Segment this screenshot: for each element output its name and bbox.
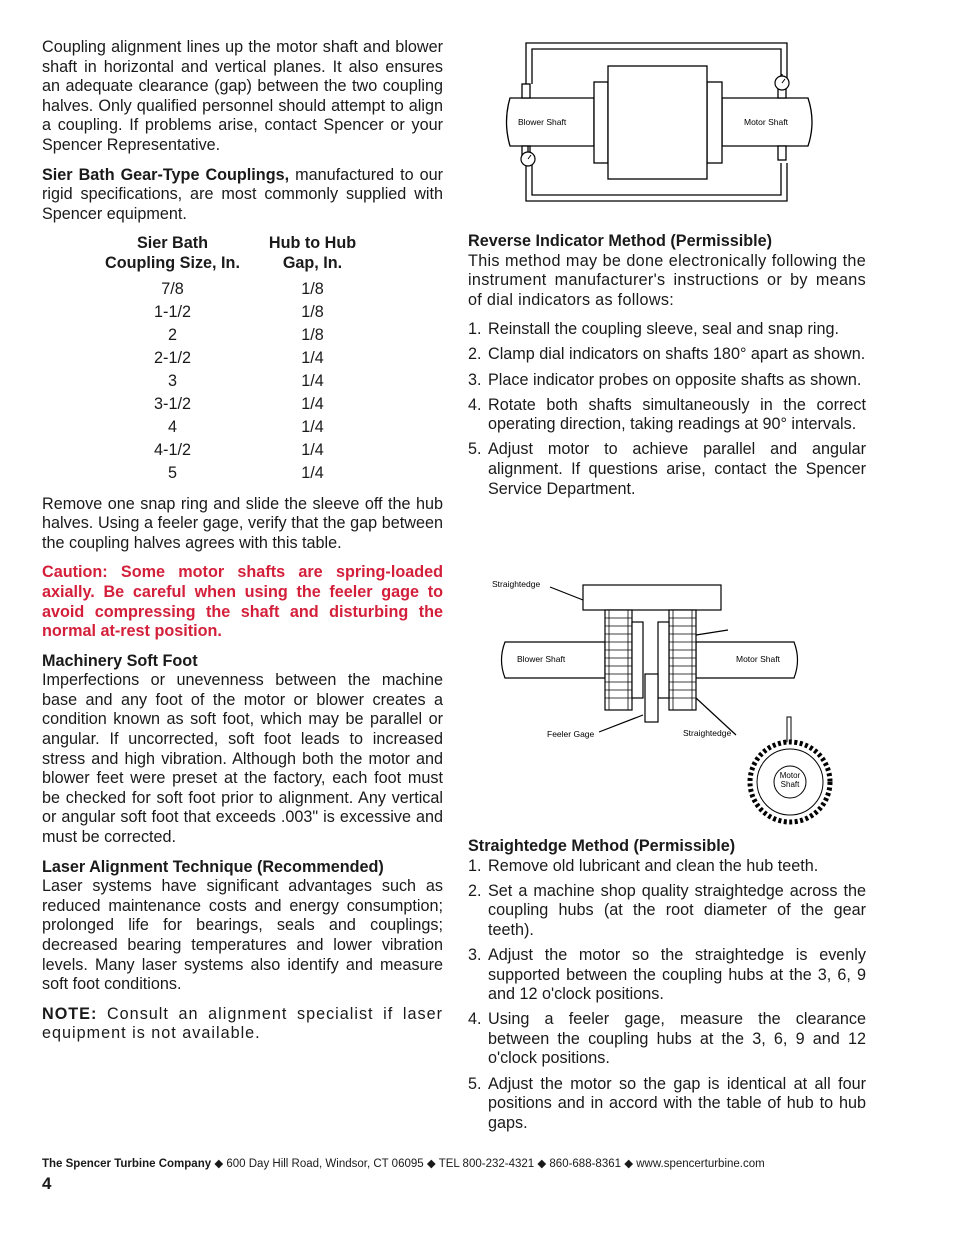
caution-paragraph: Caution: Some motor shafts are spring-loaded axially. Be careful when using the feeler gage to avoid compressing the shaft and disturbing the normal at-rest position.	[42, 563, 443, 641]
remove-paragraph: Remove one snap ring and slide the sleeve off the hub halves. Using a feeler gage, verify that the gap between the coupling halves agrees with this table.	[42, 494, 443, 552]
table-row: 4-1/2 1/4	[154, 440, 324, 459]
sier-rest: manufactured to our rigid specifications, are most commonly supplied with Spencer equipment.	[42, 165, 443, 223]
list-item: 5. Adjust motor to achieve parallel and angular alignment. If questions arise, contact the Spencer Service Department.	[468, 440, 866, 498]
straightedge-steps-list	[468, 857, 866, 1134]
table-row: 4 1/4	[167, 417, 324, 436]
fig1-blower-label: Blower Shaft	[518, 117, 567, 127]
list-item: 4. Rotate both shafts simultaneously in the correct operating direction, taking readings at 90° intervals.	[468, 395, 866, 434]
laser-heading: Laser Alignment Technique (Recommended)	[42, 857, 384, 876]
coupling-size-table	[100, 234, 380, 484]
fig2-straightedge-top-label: Straightedge	[492, 579, 541, 589]
table-header-gap: Hub to Hub Gap, In.	[268, 234, 357, 272]
straightedge-heading: Straightedge Method (Permissible)	[468, 837, 736, 855]
table-row: 5 1/4	[167, 463, 324, 482]
table-row: 2 1/8	[167, 325, 324, 344]
fig2-feeler-label: Feeler Gage	[547, 729, 595, 739]
footer-address: ◆ 600 Day Hill Road, Windsor, CT 06095 ◆ TEL 800-232-4321 ◆ 860-688-8361 ◆ www.spencerturbine.com	[211, 1158, 765, 1170]
fig1-motor-label: Motor Shaft	[744, 117, 788, 127]
left-column	[42, 38, 443, 1054]
table-row: 2-1/2 1/4	[154, 348, 324, 367]
list-item: 3. Place indicator probes on opposite shafts as shown.	[468, 370, 862, 389]
table-row: 3 1/4	[167, 371, 324, 390]
intro-paragraph: Coupling alignment lines up the motor shaft and blower shaft in horizontal and vertical planes. It also ensures an adequate clearance (gap) between the two coupling halves. Only qualified personnel should attempt to align a coupling. If problems arise, contact Spencer or your Spencer Representative.	[42, 38, 443, 154]
right-column	[468, 232, 866, 509]
list-item: 3. Adjust the motor so the straightedge is evenly supported between the coupling hubs at the 3, 6, 9 and 12 o'clock positions.	[468, 945, 866, 1004]
sier-bold: Sier Bath Gear-Type Couplings,	[42, 165, 290, 184]
list-item: 1. Reinstall the coupling sleeve, seal and snap ring.	[468, 320, 839, 339]
fig2-straightedge-side-label: Straightedge	[683, 728, 732, 738]
fig2-blower-label: Blower Shaft	[517, 654, 566, 664]
table-row: 1-1/2 1/8	[154, 302, 324, 321]
softfoot-paragraph: Imperfections or unevenness between the machine base and any foot of the motor or blower creates a condition known as soft foot, which may be parallel or angular. If uncorrected, soft foot leads to increased stress and high vibration. Although both the motor and blower feet were preset at the factory, each foot must be checked for soft foot prior to alignment. Any vertical or angular soft foot that exceeds .003" is excessive and must be corrected.	[42, 671, 443, 847]
table-header-size: Sier Bath Coupling Size, In.	[105, 234, 240, 272]
dial-indicator-motor-side	[775, 76, 789, 90]
list-item: 1. Remove old lubricant and clean the hub teeth.	[468, 856, 819, 875]
coupling-flange-right	[707, 82, 722, 163]
fig2-motor-shaft-line2: Shaft	[780, 780, 800, 789]
table-row: 7/8 1/8	[161, 279, 324, 298]
straightedge-bar	[583, 585, 721, 610]
fig2-motor-shaft-line1: Motor	[779, 771, 801, 780]
softfoot-heading: Machinery Soft Foot	[42, 651, 198, 670]
list-item: 4. Using a feeler gage, measure the clearance between the coupling hubs at the 3, 6, 9 and 12 o'clock positions.	[468, 1010, 866, 1068]
reverse-indicator-diagram	[500, 40, 830, 205]
coupling-sleeve	[608, 66, 707, 179]
list-item: 2. Set a machine shop quality straightedge across the coupling hubs (at the root diameter of the gear teeth).	[468, 881, 866, 939]
dial-indicator-blower-side	[521, 152, 535, 166]
reverse-steps-list	[468, 320, 866, 499]
list-item: 5. Adjust the motor so the gap is identical at all four positions and in accord with the table of hub to hub gaps.	[468, 1074, 866, 1132]
straightedge-diagram	[488, 570, 838, 825]
note-paragraph	[42, 1005, 443, 1044]
coupling-flange-left	[594, 82, 608, 163]
straightedge-section	[468, 837, 866, 1143]
page-footer	[42, 1156, 892, 1170]
list-item: 2. Clamp dial indicators on shafts 180° apart as shown.	[468, 345, 866, 364]
note-label: NOTE:	[42, 1004, 98, 1023]
note-body: Consult an alignment specialist if laser equipment is not available.	[42, 1004, 443, 1043]
reverse-heading: Reverse Indicator Method (Permissible)	[468, 232, 773, 250]
sier-paragraph	[42, 166, 443, 225]
table-row: 3-1/2 1/4	[154, 394, 324, 413]
footer-company: The Spencer Turbine Company	[42, 1158, 212, 1170]
page-number: 4	[42, 1174, 52, 1193]
reverse-paragraph: This method may be done electronically following the instrument manufacturer's instructions or by means of dial indicators as follows:	[468, 251, 866, 309]
laser-paragraph: Laser systems have significant advantages such as reduced maintenance costs and energy consumption; prolonged life for bearings, seals and couplings; decreased bearing temperatures and lower vibration levels. Many laser systems also identify and measure soft foot conditions.	[42, 877, 443, 994]
fig2-motor-label: Motor Shaft	[736, 654, 780, 664]
feeler-gage	[645, 674, 658, 722]
